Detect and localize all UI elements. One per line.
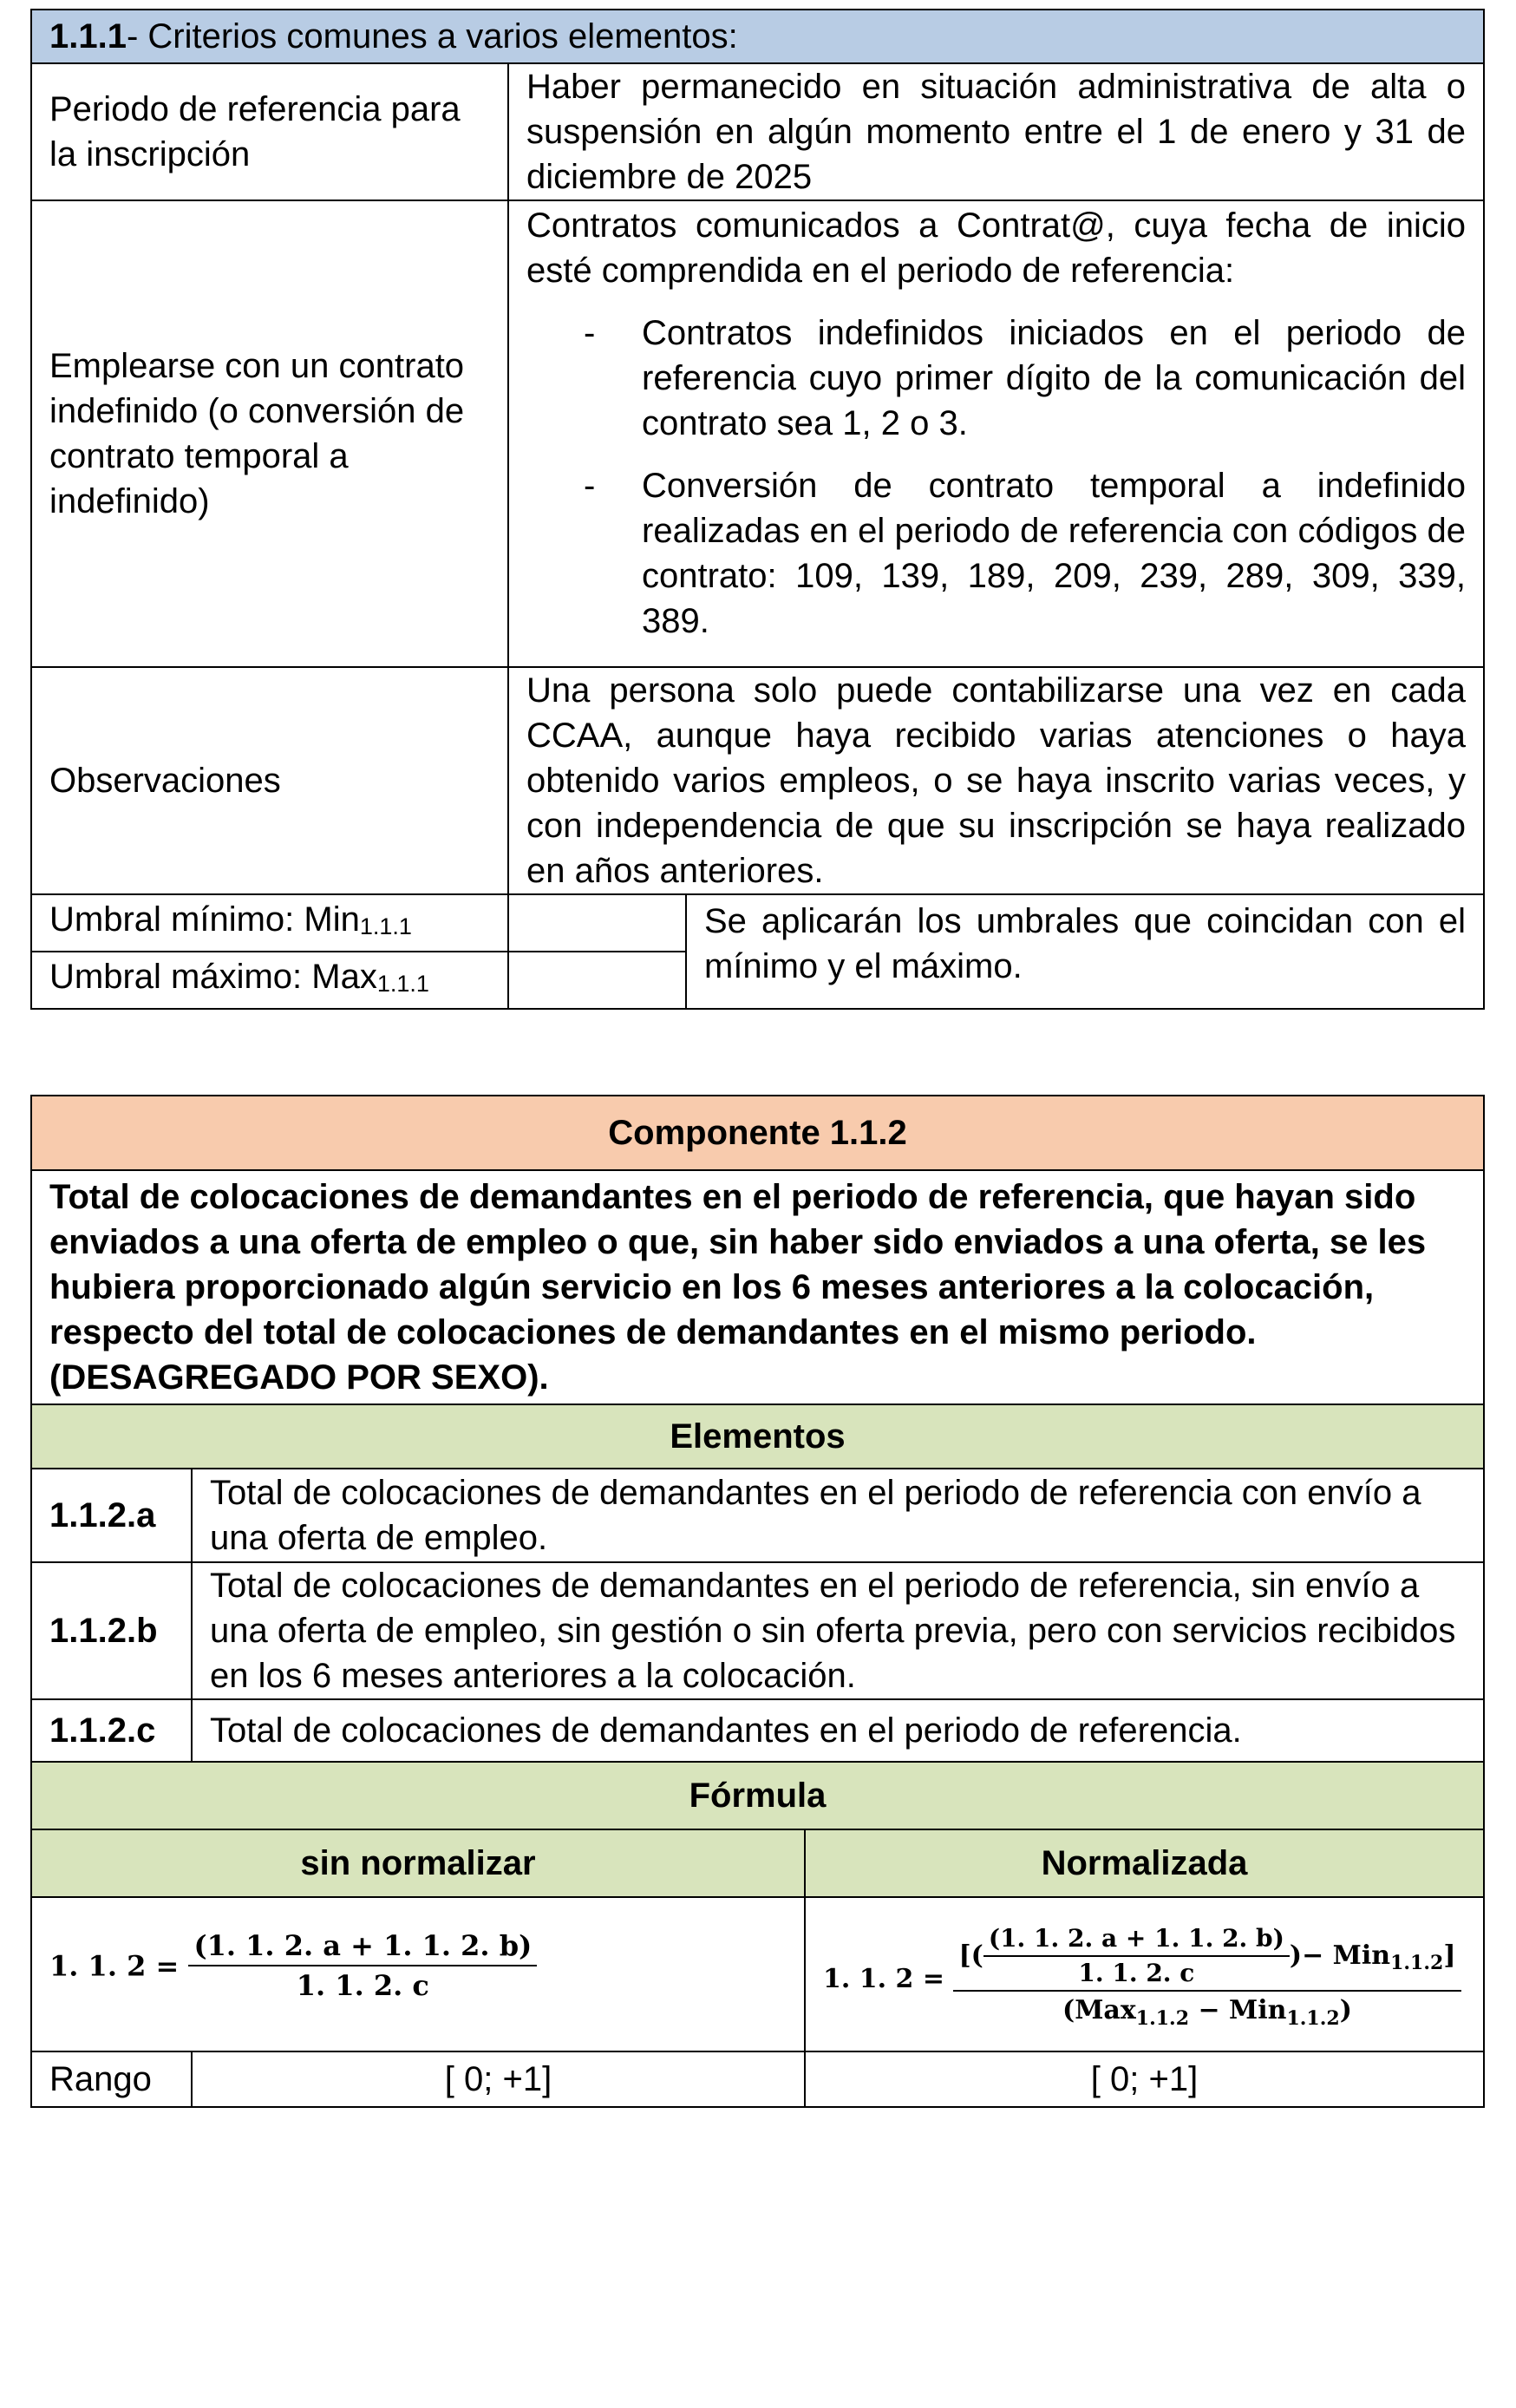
element-text: Total de colocaciones de demandantes en el periodo de referencia. xyxy=(192,1699,1484,1762)
bullet-text: Contratos indefinidos iniciados en el periodo de referencia cuyo primer dígito de la comunicación del contrato sea 1, 2 o 3. xyxy=(642,314,1466,442)
col-sin-normalizar: sin normalizar xyxy=(31,1829,805,1897)
formula-denominator: 1. 1. 2. c xyxy=(188,1965,537,2003)
den-min-sub: 1.1.2 xyxy=(1286,2006,1340,2030)
den-max: (Max xyxy=(1062,1994,1136,2025)
umbral-min-label xyxy=(31,894,508,952)
list-item xyxy=(526,311,1466,446)
formula-normalizada xyxy=(805,1897,1484,2051)
componente-table xyxy=(30,1095,1485,2108)
section-title-text: - Criterios comunes a varios elementos: xyxy=(126,17,738,56)
formula-outer-denominator xyxy=(953,1990,1460,2036)
formula-inner-numerator: (1. 1. 2. a + 1. 1. 2. b) xyxy=(988,1923,1284,1953)
rango-sin: [ 0; +1] xyxy=(192,2051,805,2107)
periodo-label: Periodo de referencia para la inscripción xyxy=(31,63,508,200)
emplearse-content xyxy=(508,200,1484,667)
emplearse-intro: Contratos comunicados a Contrat@, cuya fecha de inicio esté comprendida en el periodo de referencia: xyxy=(526,206,1466,290)
formula-inner-fraction xyxy=(983,1924,1290,1988)
minus-min: )− Min xyxy=(1289,1940,1391,1971)
formula-inner-denominator: 1. 1. 2. c xyxy=(983,1955,1290,1988)
element-text: Total de colocaciones de demandantes en el periodo de referencia, sin envío a una oferta de empleo, sin gestión o sin oferta previa, pero con servicios recibidos en los 6 meses anteriores a la colocación. xyxy=(192,1562,1484,1699)
umbral-max-sub: 1.1.1 xyxy=(376,971,429,997)
elementos-heading: Elementos xyxy=(31,1404,1484,1469)
formula-fraction xyxy=(188,1928,537,2003)
dash-bullet: - xyxy=(584,467,596,505)
umbral-min-sub: 1.1.1 xyxy=(359,913,412,939)
element-code: 1.1.2.a xyxy=(31,1469,192,1562)
list-item xyxy=(526,463,1466,644)
emplearse-list xyxy=(526,311,1466,644)
observaciones-label: Observaciones xyxy=(31,667,508,894)
umbral-note: Se aplicarán los umbrales que coincidan con el mínimo y el máximo. xyxy=(686,894,1484,1009)
den-end: ) xyxy=(1339,1994,1352,2025)
componente-title: Componente 1.1.2 xyxy=(31,1096,1484,1170)
col-normalizada: Normalizada xyxy=(805,1829,1484,1897)
criterios-table xyxy=(30,9,1485,1010)
formula-lhs: 1. 1. 2 = xyxy=(49,1949,180,1982)
element-code: 1.1.2.c xyxy=(31,1699,192,1762)
section-title xyxy=(31,10,1484,63)
rango-norm: [ 0; +1] xyxy=(805,2051,1484,2107)
element-code: 1.1.2.b xyxy=(31,1562,192,1699)
componente-description: Total de colocaciones de demandantes en el periodo de referencia, que hayan sido enviados a una oferta de empleo o que, sin haber sido enviados a una oferta, se les hubiera proporcionado algún servicio en los 6 meses anteriores a la colocación, respecto del total de colocaciones de demandantes en el mismo periodo. (DESAGREGADO POR SEXO). xyxy=(31,1170,1484,1404)
den-minus-min: − Min xyxy=(1189,1994,1287,2025)
formula-numerator: (1. 1. 2. a + 1. 1. 2. b) xyxy=(193,1929,533,1962)
umbral-min-text: Umbral mínimo: Min xyxy=(49,900,360,939)
bracket-open: [( xyxy=(958,1940,983,1971)
formula-expression xyxy=(823,1923,1461,2030)
formula-lhs: 1. 1. 2 = xyxy=(823,1964,944,1994)
formula-heading: Fórmula xyxy=(31,1762,1484,1829)
periodo-text: Haber permanecido en situación administrativa de alta o suspensión en algún momento entre el 1 de enero y 31 de diciembre de 2025 xyxy=(508,63,1484,200)
bullet-text: Conversión de contrato temporal a indefinido realizadas en el periodo de referencia con códigos de contrato: 109, 139, 189, 209, 239, 289, 309, 339, 389. xyxy=(642,467,1466,640)
rango-label: Rango xyxy=(31,2051,192,2107)
formula-outer-fraction xyxy=(953,1924,1460,2036)
formula-outer-numerator xyxy=(953,1924,1460,1990)
umbral-max-value xyxy=(508,952,686,1009)
min-sub: 1.1.2 xyxy=(1390,1951,1444,1974)
section-code: 1.1.1 xyxy=(49,17,127,56)
observaciones-text: Una persona solo puede contabilizarse una vez en cada CCAA, aunque haya recibido varias atenciones o haya obtenido varios empleos, o se haya inscrito varias veces, y con independencia de que su inscripción se haya realizado en años anteriores. xyxy=(508,667,1484,894)
element-text: Total de colocaciones de demandantes en el periodo de referencia con envío a una oferta de empleo. xyxy=(192,1469,1484,1562)
dash-bullet: - xyxy=(584,314,596,352)
formula-sin-normalizar xyxy=(31,1897,805,2051)
den-max-sub: 1.1.2 xyxy=(1135,2006,1190,2030)
emplearse-label: Emplearse con un contrato indefinido (o conversión de contrato temporal a indefinido) xyxy=(31,200,508,667)
umbral-max-text: Umbral máximo: Max xyxy=(49,958,377,996)
umbral-max-label xyxy=(31,952,508,1009)
umbral-min-value xyxy=(508,894,686,952)
formula-expression xyxy=(49,1929,537,2002)
bracket-close: ] xyxy=(1443,1940,1456,1971)
